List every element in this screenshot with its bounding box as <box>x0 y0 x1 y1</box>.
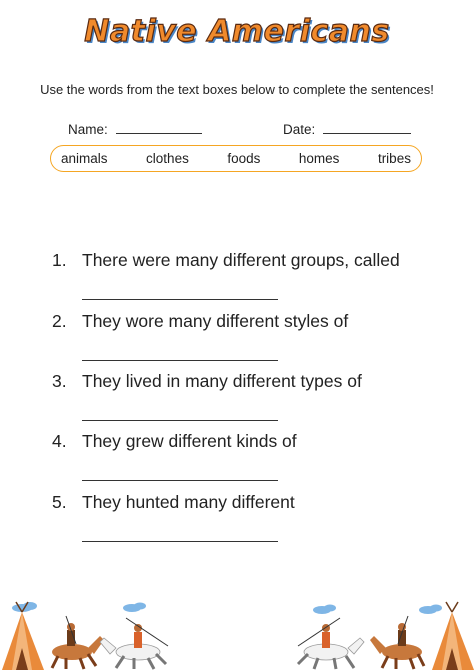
word-bank-item: animals <box>61 151 108 166</box>
date-blank-line[interactable] <box>323 121 411 134</box>
tipi-icon <box>2 602 44 670</box>
word-bank <box>50 145 422 172</box>
word-bank-item: foods <box>227 151 261 166</box>
question-text: There were many different groups, called <box>82 250 400 270</box>
date-label: Date: <box>283 122 316 137</box>
question-number: 5. <box>52 492 67 512</box>
question-text: They wore many different styles of <box>82 311 349 331</box>
horse-rider-icon <box>100 618 168 669</box>
answer-line-1[interactable] <box>82 299 278 300</box>
word-bank-item: tribes <box>377 151 411 166</box>
question-text: They grew different kinds of <box>82 431 297 451</box>
answer-line-4[interactable] <box>82 480 278 481</box>
answer-line-3[interactable] <box>82 420 278 421</box>
question-number: 1. <box>52 250 67 270</box>
cloud-icon <box>419 605 442 615</box>
name-label: Name: <box>68 122 108 137</box>
word-bank-item: homes <box>298 151 340 166</box>
left-tipi-rider-illustration <box>0 598 190 670</box>
answer-line-5[interactable] <box>82 541 278 542</box>
horse-rider-icon <box>298 618 364 669</box>
right-tipi-rider-illustration <box>290 598 474 670</box>
horse-rider-icon <box>52 616 104 669</box>
word-bank-item: clothes <box>146 151 189 166</box>
tipi-icon <box>432 602 474 670</box>
question-3 <box>52 371 432 392</box>
question-1 <box>52 250 432 271</box>
question-number: 4. <box>52 431 67 451</box>
answer-line-2[interactable] <box>82 360 278 361</box>
question-4 <box>52 431 432 452</box>
question-number: 3. <box>52 371 67 391</box>
date-field[interactable] <box>283 121 411 137</box>
horse-rider-icon <box>370 616 424 669</box>
question-text: They hunted many different <box>82 492 295 512</box>
name-blank-line[interactable] <box>116 121 202 134</box>
cloud-icon <box>123 603 146 613</box>
question-number: 2. <box>52 311 67 331</box>
worksheet-title: Native Americans <box>84 14 390 49</box>
cloud-icon <box>313 605 336 615</box>
question-text: They lived in many different types of <box>82 371 362 391</box>
question-2 <box>52 311 432 332</box>
name-field[interactable] <box>68 121 202 137</box>
instructions-text: Use the words from the text boxes below to complete the sentences! <box>40 82 434 97</box>
question-5 <box>52 492 432 513</box>
